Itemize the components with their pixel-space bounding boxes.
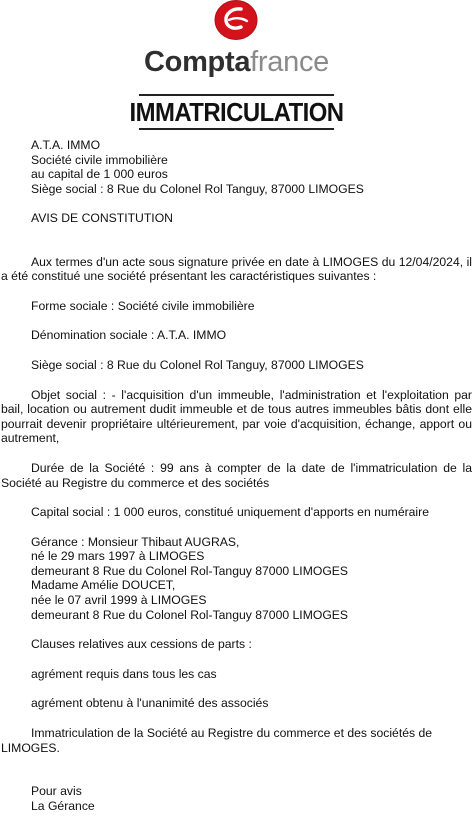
comptafrance-logo-mark-icon (214, 0, 258, 40)
closing-signature: La Gérance (31, 798, 95, 813)
company-seat: Siège social : 8 Rue du Colonel Rol Tanguy, 87000 LIMOGES (31, 181, 364, 196)
brand-name-light: france (250, 46, 329, 78)
notice-type: AVIS DE CONSTITUTION (31, 210, 173, 225)
agrement-obtenu: agrément obtenu à l'unanimité des associés (31, 696, 269, 711)
brand-name-bold: Compta (144, 46, 251, 78)
page-title: IMMATRICULATION (129, 97, 344, 127)
intro-paragraph: Aux termes d'un acte sous signature privée en date à LIMOGES du 12/04/2024, il a été constitué une société présentant les caractéristiques suivantes : (1, 254, 472, 284)
comptafrance-logo (0, 0, 473, 92)
gerance-line: Gérance : Monsieur Thibaut AUGRAS, (31, 534, 240, 549)
objet-social: Objet social : - l'acquisition d'un immeuble, l'administration et l'exploitation par bail, location ou autrement dudit immeuble et de tous autres immeubles bâtis dont elle pourrait devenir propriétaire ultérieurement, par voie d'acquisition, échange, apport ou autrement, (1, 387, 472, 446)
capital-social: Capital social : 1 000 euros, constitué uniquement d'apports en numéraire (31, 505, 429, 520)
duree-societe: Durée de la Société : 99 ans à compter de la date de l'immatriculation de la Société au Registre du commerce et des sociétés (1, 460, 472, 490)
company-type: Société civile immobilière (31, 152, 168, 167)
gerance-line: né le 29 mars 1997 à LIMOGES (31, 549, 205, 564)
agrement-requis: agrément requis dans tous les cas (31, 666, 217, 681)
gerance-line: Madame Amélie DOUCET, (31, 578, 176, 593)
immatriculation-paragraph: Immatriculation de la Société au Registre du commerce et des sociétés de LIMOGES. (1, 726, 433, 755)
brand-name (0, 44, 473, 80)
gerance-line: née le 07 avril 1999 à LIMOGES (31, 593, 207, 608)
clauses-cessions: Clauses relatives aux cessions de parts : (31, 637, 252, 652)
forme-sociale: Forme sociale : Société civile immobilière (31, 298, 255, 313)
siege-social: Siège social : 8 Rue du Colonel Rol Tanguy, 87000 LIMOGES (31, 357, 364, 372)
company-capital: au capital de 1 000 euros (31, 167, 168, 182)
notice-body (0, 138, 473, 813)
denomination-sociale: Dénomination sociale : A.T.A. IMMO (31, 328, 227, 343)
title-rule-bottom (139, 128, 334, 130)
company-name: A.T.A. IMMO (31, 138, 101, 152)
gerance-line: demeurant 8 Rue du Colonel Rol-Tanguy 87000 LIMOGES (31, 563, 349, 578)
gerance-line: demeurant 8 Rue du Colonel Rol-Tanguy 87000 LIMOGES (31, 607, 349, 622)
closing-pour-avis: Pour avis (31, 784, 82, 799)
